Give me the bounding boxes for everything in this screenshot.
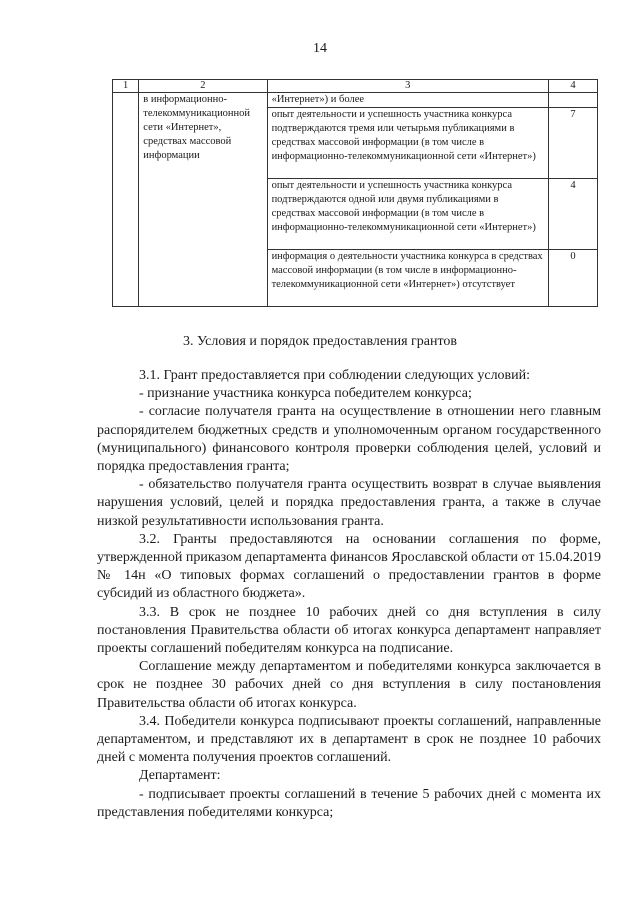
indicator-cell: опыт деятельности и успешность участника конкурса подтверждаются одной или двумя публикациями в средствах массовой информации (в том числе в информационно-телекоммуникационной сети «Интернет») xyxy=(267,179,548,250)
table-header-cell: 2 xyxy=(139,80,267,93)
table-header-row xyxy=(113,80,598,93)
paragraph: - признание участника конкурса победителем конкурса; xyxy=(139,386,472,402)
paragraph: 3.1. Грант предоставляется при соблюдении следующих условий: xyxy=(139,368,531,383)
body-text xyxy=(97,367,601,822)
indicator-cell: информация о деятельности участника конкурса в средствах массовой информации (в том числе в информационно-телекоммуникационной сети «Интернет») отсутствует xyxy=(267,250,548,307)
table-header-cell: 1 xyxy=(113,80,139,93)
page-number: 14 xyxy=(313,41,327,56)
table-header-cell: 3 xyxy=(267,80,548,93)
score-cell: 7 xyxy=(548,108,597,179)
table-row xyxy=(113,93,598,108)
section-title: 3. Условия и порядок предоставления грантов xyxy=(182,334,458,349)
score-cell: 0 xyxy=(548,250,597,307)
criteria-table xyxy=(112,79,598,307)
paragraph: 3.2. Гранты предоставляются на основании соглашения по форме, утвержденной приказом департамента финансов Ярославской области от 15.04.2019 № 14н «О типовых формах соглашений о предоставлении грантов в форме субсидий из областного бюджета». xyxy=(97,531,601,602)
indicator-cell: «Интернет») и более xyxy=(267,93,548,108)
score-cell: 4 xyxy=(548,179,597,250)
paragraph: Департамент: xyxy=(139,768,221,784)
paragraph: 3.3. В срок не позднее 10 рабочих дней со дня вступления в силу постановления Правительства области об итогах конкурса департамент направляет проекты соглашений победителям конкурса на подписание. xyxy=(97,604,601,657)
paragraph: - обязательство получателя гранта осуществить возврат в случае выявления нарушения условий, целей и порядка предоставления гранта, а также в случае низкой результативности использования гранта. xyxy=(97,477,601,529)
score-cell xyxy=(548,93,597,108)
paragraph: - согласие получателя гранта на осуществление в отношении него главным распорядителем бюджетных средств и уполномоченным органом государственного (муниципального) финансового контроля проверки соблюдения целей, условий и порядка предоставления гранта; xyxy=(97,404,601,475)
table-cell-empty xyxy=(113,93,139,307)
paragraph: - подписывает проекты соглашений в течение 5 рабочих дней с момента их представления победителями конкурса; xyxy=(97,786,601,820)
table-header-cell: 4 xyxy=(548,80,597,93)
indicator-cell: опыт деятельности и успешность участника конкурса подтверждаются тремя или четырьмя публикациями в средствах массовой информации (в том числе в информационно-телекоммуникационной сети «Интернет») xyxy=(267,108,548,179)
criterion-cell: в информационно-телекоммуникационной сети «Интернет», средствах массовой информации xyxy=(139,93,267,307)
paragraph: 3.4. Победители конкурса подписывают проекты соглашений, направленные департаментом, и представляют их в департамент в срок не позднее 10 рабочих дней с момента получения проектов соглашений. xyxy=(97,713,601,766)
paragraph: Соглашение между департаментом и победителями конкурса заключается в срок не позднее 30 рабочих дней со дня вступления в силу постановления Правительства области об итогах конкурса. xyxy=(97,659,601,711)
